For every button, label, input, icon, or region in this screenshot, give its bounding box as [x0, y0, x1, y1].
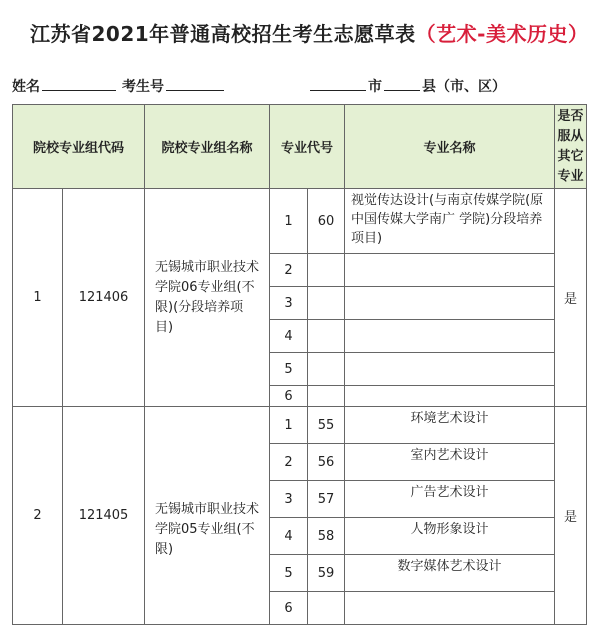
major-name[interactable]: 数字媒体艺术设计	[345, 555, 555, 592]
major-code[interactable]: 57	[308, 481, 345, 518]
major-code[interactable]: 60	[308, 189, 345, 254]
major-name[interactable]	[345, 320, 555, 353]
group-code: 121406	[63, 189, 145, 407]
obey-value[interactable]: 是	[555, 189, 587, 407]
group-name: 无锡城市职业技术学院05专业组(不限)	[145, 407, 270, 625]
major-name[interactable]: 视觉传达设计(与南京传媒学院(原中国传媒大学南广 学院)分段培养项目)	[345, 189, 555, 254]
major-code[interactable]: 55	[308, 407, 345, 444]
major-seq: 1	[270, 407, 308, 444]
major-code[interactable]: 58	[308, 518, 345, 555]
table-row	[13, 189, 587, 254]
major-name[interactable]	[345, 287, 555, 320]
major-seq: 5	[270, 353, 308, 386]
page-title: 江苏省2021年普通高校招生考生志愿草表（艺术-美术历史）	[30, 22, 589, 46]
major-seq: 3	[270, 287, 308, 320]
major-seq: 6	[270, 386, 308, 407]
major-name[interactable]	[345, 353, 555, 386]
group-code: 121405	[63, 407, 145, 625]
major-seq: 2	[270, 444, 308, 481]
application-table	[12, 104, 587, 625]
major-name[interactable]	[345, 386, 555, 407]
county-field[interactable]	[384, 76, 420, 91]
major-seq: 6	[270, 592, 308, 625]
major-code[interactable]: 59	[308, 555, 345, 592]
major-code[interactable]	[308, 386, 345, 407]
header-group-code: 院校专业组代码	[13, 105, 145, 189]
group-index: 1	[13, 189, 63, 407]
major-seq: 1	[270, 189, 308, 254]
header-major-code: 专业代号	[270, 105, 345, 189]
student-info-line	[12, 76, 592, 96]
major-name[interactable]	[345, 592, 555, 625]
major-code[interactable]	[308, 353, 345, 386]
major-name[interactable]	[345, 254, 555, 287]
major-seq: 5	[270, 555, 308, 592]
major-name[interactable]: 广告艺术设计	[345, 481, 555, 518]
group-index: 2	[13, 407, 63, 625]
name-label: 姓名	[12, 79, 40, 95]
major-code[interactable]	[308, 287, 345, 320]
group-name: 无锡城市职业技术学院06专业组(不限)(分段培养项目)	[145, 189, 270, 407]
major-seq: 4	[270, 320, 308, 353]
header-obey: 是否服从其它专业	[555, 105, 587, 189]
title-paren-close: ）	[567, 22, 589, 46]
major-code[interactable]	[308, 320, 345, 353]
major-name[interactable]: 环境艺术设计	[345, 407, 555, 444]
major-code[interactable]	[308, 254, 345, 287]
major-name[interactable]: 人物形象设计	[345, 518, 555, 555]
major-name[interactable]: 室内艺术设计	[345, 444, 555, 481]
header-group-name: 院校专业组名称	[145, 105, 270, 189]
name-field[interactable]	[42, 76, 116, 91]
title-paren-open: （	[415, 22, 437, 46]
major-seq: 3	[270, 481, 308, 518]
city-field[interactable]	[310, 76, 366, 91]
major-seq: 2	[270, 254, 308, 287]
exam-no-field[interactable]	[166, 76, 224, 91]
major-code[interactable]: 56	[308, 444, 345, 481]
major-code[interactable]	[308, 592, 345, 625]
header-major-name: 专业名称	[345, 105, 555, 189]
obey-value[interactable]: 是	[555, 407, 587, 625]
county-label: 县（市、区）	[422, 79, 506, 95]
exam-no-label: 考生号	[122, 79, 164, 95]
city-label: 市	[368, 79, 382, 95]
title-category: 艺术-美术历史	[436, 22, 568, 46]
major-seq: 4	[270, 518, 308, 555]
table-row	[13, 407, 587, 444]
